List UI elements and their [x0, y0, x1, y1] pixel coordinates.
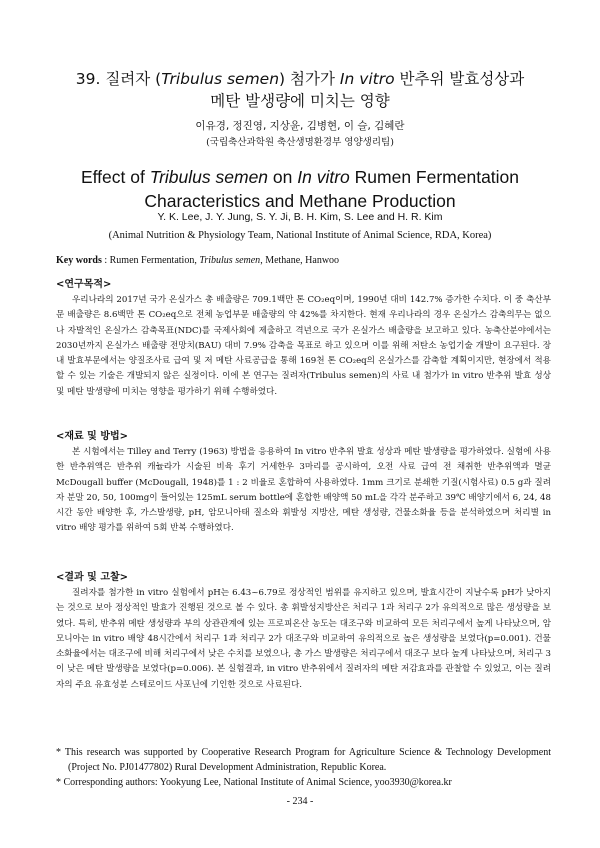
- results-body: [56, 586, 551, 693]
- methods-body: [56, 445, 551, 537]
- results-heading: <결과 및 고찰>: [56, 572, 129, 583]
- corresponding-author-footnote: * Corresponding authors: Yookyung Lee, National Institute of Animal Science, yoo3930@korea.kr: [56, 777, 452, 788]
- methods-paragraph: 본 시험에서는 Tilley and Terry (1963) 방법을 응용하여 In vitro 반추위 발효 성상과 메탄 발생량을 평가하였다. 실험에 사용한 반추위액은 반추위 캐뉼라가 시술된 비육 후기 거세한우 3마리를 공시하여, 오전 사료 급여 전 채취한 반추위액과 멸균 McDougall buffer (McDougall, 1948)를 1 : 2 비율로 혼합하여 사용하였다. 1mm 크기로 분쇄한 기질(시험사료) 0.5 g과 질려자 분말 20, 50, 100mg이 들어있는 125mL serum bottle에 혼합한 배양액 50 mL을 각각 분주하고 39℃ 배양기에서 6, 24, 48시간 동안 배양한 후, 가스발생량, pH, 암모니아태 질소와 휘발성 지방산, 메탄 생성량, 건물소화율 등을 분석하였으며 처리별 in vitro 배양 평가를 위하여 5회 반복 수행하였다.: [56, 447, 551, 534]
- korean-affiliation: (국립축산과학원 축산생명환경부 영양생리팀): [206, 137, 394, 148]
- page-number: - 234 -: [286, 796, 314, 807]
- korean-title-line2: 메탄 발생량에 미치는 영향: [210, 92, 390, 110]
- korean-title-line1: 39. 질려자 (Tribulus semen) 첨가가 In vitro 반추위 발효성상과: [75, 70, 525, 88]
- methods-heading: <재료 및 방법>: [56, 431, 129, 442]
- english-title-line1: Effect of Tribulus semen on In vitro Rumen Fermentation: [80, 167, 520, 187]
- korean-authors: 이유경, 정진영, 지상윤, 김병현, 이 슬, 김혜란: [195, 120, 405, 132]
- english-title: [40, 165, 560, 213]
- english-authors: Y. K. Lee, J. Y. Jung, S. Y. Ji, B. H. Kim, S. Lee and H. R. Kim: [157, 211, 443, 223]
- footnotes: [56, 746, 551, 792]
- english-affiliation: (Animal Nutrition & Physiology Team, National Institute of Animal Science, RDA, Korea): [108, 230, 492, 241]
- english-title-line2: Characteristics and Methane Production: [144, 191, 456, 211]
- keywords: Key words : Rumen Fermentation, Tribulus semen, Methane, Hanwoo: [56, 255, 340, 266]
- purpose-paragraph: 우리나라의 2017년 국가 온실가스 총 배출량은 709.1백만 톤 CO₂eq이며, 1990년 대비 142.7% 증가한 수치다. 이 중 축산부문 배출량은 8.6백만 톤 CO₂eq으로 전체 농업부문 배출량의 약 42%를 차지한다. 현재 우리나라의 경우 온실가스 감축의무는 없으나 자발적인 온실가스 감축목표(NDC)를 국제사회에 제출하고 격년으로 국가 온실가스 배출량을 보고하고 있다. 농축산분야에서는 2030년까지 온실가스 배출량 전망치(BAU) 대비 7.9% 감축을 목표로 하고 있으며 이를 위해 저탄소 농업기술 개발이 요구된다. 장내 발효부문에서는 양질조사료 급여 및 저 메탄 사료공급을 통해 169천 톤 CO₂eq의 온실가스를 감축할 계획이지만, 현장에서 적용할 수 있는 기술은 개발되지 않은 실정이다. 이에 본 연구는 질려자(Tribulus semen)의 사료 내 첨가가 in vitro 반추위 발효 성상 및 메탄 발생량에 미치는 영향을 평가하기 위해 수행하였다.: [56, 295, 551, 397]
- korean-title: [40, 68, 560, 112]
- purpose-body: [56, 293, 551, 400]
- results-paragraph: 질려자를 첨가한 in vitro 실험에서 pH는 6.43~6.79로 정상적인 범위를 유지하고 있으며, 발효시간이 지날수록 pH가 낮아지는 것으로 보아 정상적인 발효가 진행된 것으로 볼 수 있다. 총 휘발성지방산은 처리구 1과 처리구 2가 유의적으로 많은 생성량을 보였다. 특히, 반추위 메탄 생성량과 부의 상관관계에 있는 프로피온산 농도는 대조구와 비교하여 모든 처리구에서 높게 나타났으며, 암모니아는 in vitro 배양 48시간에서 처리구 1과 처리구 2가 대조구와 비교하여 유의적으로 높은 생성량을 보였다(p=0.001). 건물소화율에서는 대조구에 비해 처리구에서 낮은 수치를 보였으나, 총 가스 발생량은 처리구에서 대조구 보다 높게 나타났으며, 처리구 3이 낮은 메탄 발생량을 보였다(p=0.006). 본 실험결과, in vitro 반추위에서 질려자의 메탄 저감효과를 관찰할 수 있었고, 이는 질려자의 주요 유효성분 스테로이드 사포닌에 기인한 것으로 사료된다.: [56, 588, 551, 690]
- funding-footnote: * This research was supported by Cooperative Research Program for Agriculture Science & Technology Development (Project No. PJ01477802) Rural Development Administration, Republic Korea.: [56, 747, 551, 773]
- purpose-heading: <연구목적>: [56, 279, 112, 290]
